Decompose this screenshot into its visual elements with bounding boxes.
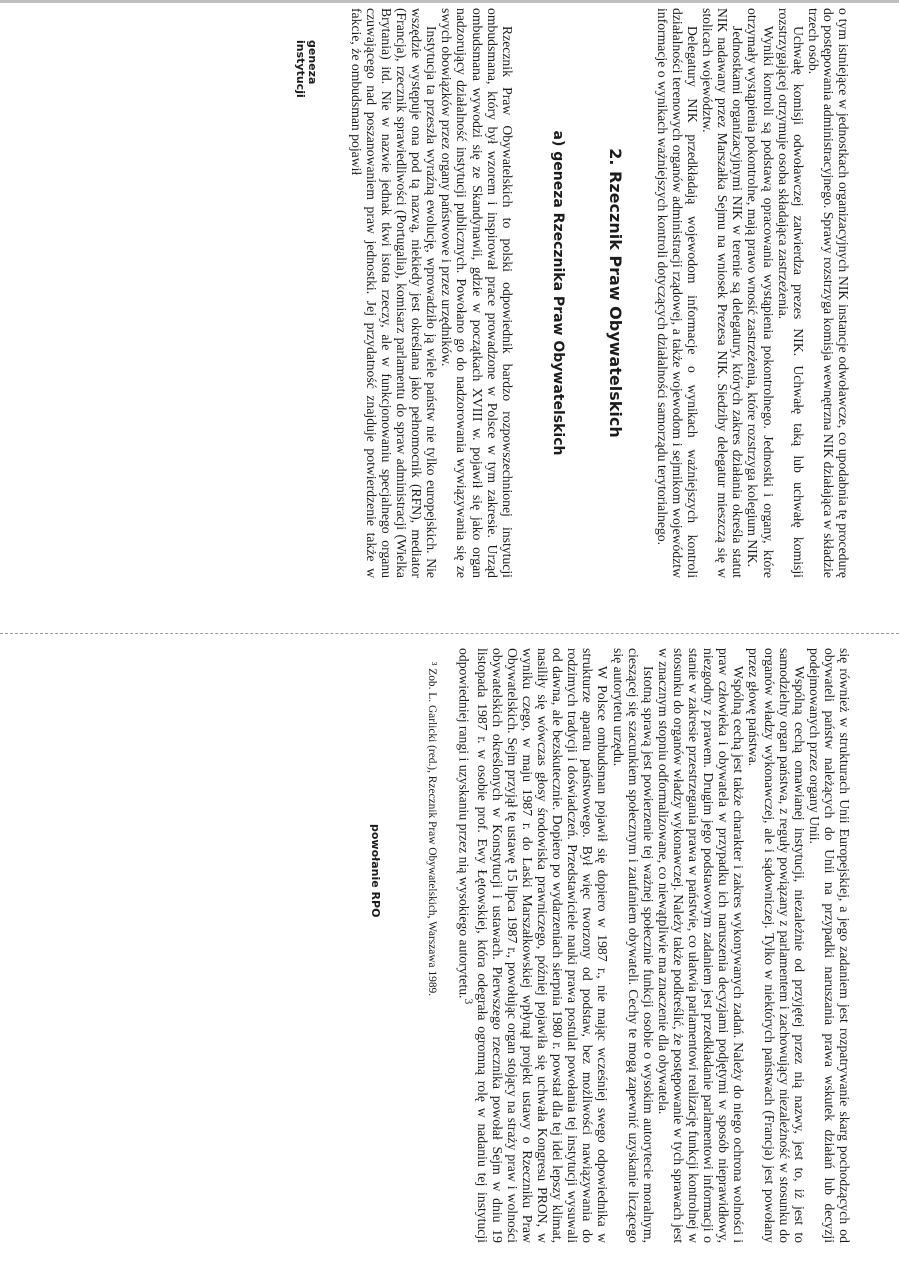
section-title: 2. Rzecznik Praw Obywatelskich — [605, 148, 625, 438]
paragraph: Istotną sprawą jest powierzenie tej ważnej społecznie funkcji osobie o wysokim autorytecie moralnym, cieszącej się szacunkiem społecznym i zaufaniem obywateli. Cechy te mogą zapewnić uzyskanie liczącego się autorytetu urzędu. — [610, 648, 656, 1243]
lower-page — [52, 648, 852, 1248]
upper-text-column — [349, 8, 851, 578]
footnote-marker: 3 — [461, 998, 474, 1005]
scan-edge-artifact — [0, 0, 899, 3]
paragraph: Jednostkami organizacyjnymi NIK w terenie są delegatury, których zakres działania określa statut NIK nadawany przez Marszałka Sejmu na wniosek Prezesa NIK. Siedziby delegatur mieszczą się w stolicach województw. — [700, 8, 746, 578]
subsection-title: a) geneza Rzecznika Praw Obywatelskich — [549, 130, 566, 456]
margin-note-appointment: powołanie RPO — [369, 824, 382, 918]
margin-note-genesis: geneza instytucji — [294, 40, 319, 98]
paragraph: Wspólną cechą omawianej instytucji, niezależnie od przyjętej przez nią nazwy, jest to, iż jest to samodzielny organ państwa, z reguły powiązany z parlamentem i zachowujący niezależność w stosunku do organów władzy wykonawczej, ale i sądowniczej. Tylko w niektórych państwach (Francja) jest powołany przez głowę państwa. — [746, 648, 807, 1243]
paragraph-text: W Polsce ombudsman pojawił się dopiero w 1987 r., nie mając wcześniej swego odpowiednika w strukturze aparatu państwowego. Był więc tworzony od podstaw, bez możliwości nawiązywania do rodzimych tradycji i doświadczeń. Przedstawiciele nauki prawa postulat powołania tej instytucji wysuwali od dawna, ale bezskutecznie. Dopiero po wydarzeniach sierpnia 1980 r. powstał dla tej idei lepszy klimat, nasiliły się wówczas głosy środowiska prawniczego, później pojawiła się uchwała Kongresu PRON, w wyniku czego, w maju 1987 r. do Laski Marszałkowskiej wpłynął projekt ustawy o Rzeczniku Praw Obywatelskich. Sejm przyjął tę ustawę 15 lipca 1987 r., powołując organ stojący na straży praw i wolności obywatelskich określonych w Konstytucji i ustawach. Pierwszego rzecznika powołał Sejm w dniu 19 listopada 1987 r. w osobie prof. Ewy Łętowskiej, która odegrała ogromną rolę w nadaniu tej instytucji odpowiedniej rangi i uzyskaniu przez nią wysokiego autorytetu. — [456, 648, 611, 1243]
paragraph: Wyniki kontroli są podstawą opracowania wystąpienia pokontrolnego. Jednostki i organy, które otrzymały wystąpienia pokontrolne, mają prawo wnosić zastrzeżenia, które rozstrzyga kolegium NIK. — [745, 8, 776, 578]
paragraph: Rzecznik Praw Obywatelskich to polski odpowiednik bardzo rozpowszechnionej instytucji ombudsmana, który był wzorem i inspirował prace prowadzone w Polsce w tym zakresie. Urząd ombudsmana wywodzi się ze Skandynawii, gdzie w początkach XVIII w. pojawił się jako organ nadzorujący działalność instytucji publicznych. Powołano go do nadzorowania wywiązywania się ze swych obowiązków przez organy państwowe i przez urzędników. — [439, 8, 515, 578]
paragraph — [456, 648, 611, 1243]
paragraph: Uchwałę komisji odwoławczej zatwierdza prezes NIK. Uchwałę taką lub uchwałę komisji rozstrzygającej otrzymuje osoba składająca zastrzeżenia. — [775, 8, 806, 578]
paragraph: o tym istniejące w jednostkach organizacyjnych NIK instancje odwoławcze, co upodabnia tę procedurę do postępowania administracyjnego. Sprawy rozstrzyga komisja wewnętrzna NIK działająca w składzie trzech osób. — [805, 8, 851, 578]
paragraph: Delegatury NIK przedkładają wojewodom informacje o wynikach ważniejszych kontroli działalności terenowych organów administracji rządowej, a także wojewodom i sejmikom województw informacje o wynikach ważniejszych kontroli dotyczących działalności samorządu terytorialnego. — [654, 8, 701, 578]
footnote: ³ Zob. L. Garlicki (red.), Rzecznik Praw Obywatelskich, Warszawa 1989. — [426, 662, 438, 997]
paragraph: Wspólną cechą jest także charakter i zakres wykonywanych zadań. Należy do niego ochrona wolności i praw człowieka i obywatela w przypadku ich naruszenia decyzjami podjętymi w sposób nieprawidłowy, niezgodny z prawem. Drugim jego podstawowym zadaniem jest przedkładanie parlamentowi informacji o stanie w zakresie przestrzegania prawa w państwie, co ułatwia parlamentowi realizację funkcji kontrolnej w stosunku do organów władzy wykonawczej. Należy także podkreślić, że postępowanie w tych sprawach jest w znacznym stopniu odformalizowane, co niewątpliwie ma znaczenie dla obywatela. — [655, 648, 747, 1243]
lower-text-column — [425, 648, 852, 1243]
paragraph: się również w strukturach Unii Europejskiej, a jego zadaniem jest rozpatrywanie skarg pochodzących od obywateli państw należących do Unii na przypadki naruszania prawa wskutek działań lub decyzji podejmowanych przez organy Unii. — [806, 648, 852, 1243]
page-fold-line — [0, 633, 899, 634]
upper-page — [51, 8, 851, 618]
paragraph: Instytucja ta przeszła wyraźną ewolucję, wprowadziło ją wiele państw nie tylko europejskich. Nie wszędzie występuje ona pod tą nazwą, niekiedy jest określana jako pełnomocnik (RFN), mediator (Francja), rzecznik sprawiedliwości (Portugalia), komisarz parlamentu do spraw administracji (Wielka Brytania) itd. Nie w nazwie jednak tkwi istota rzeczy, ale w funkcjonowaniu specjalnego organu czuwającego nad poszanowaniem praw jednostki. Jej przydatność znajduje potwierdzenie także w fakcie, że ombudsman pojawił — [348, 8, 440, 578]
